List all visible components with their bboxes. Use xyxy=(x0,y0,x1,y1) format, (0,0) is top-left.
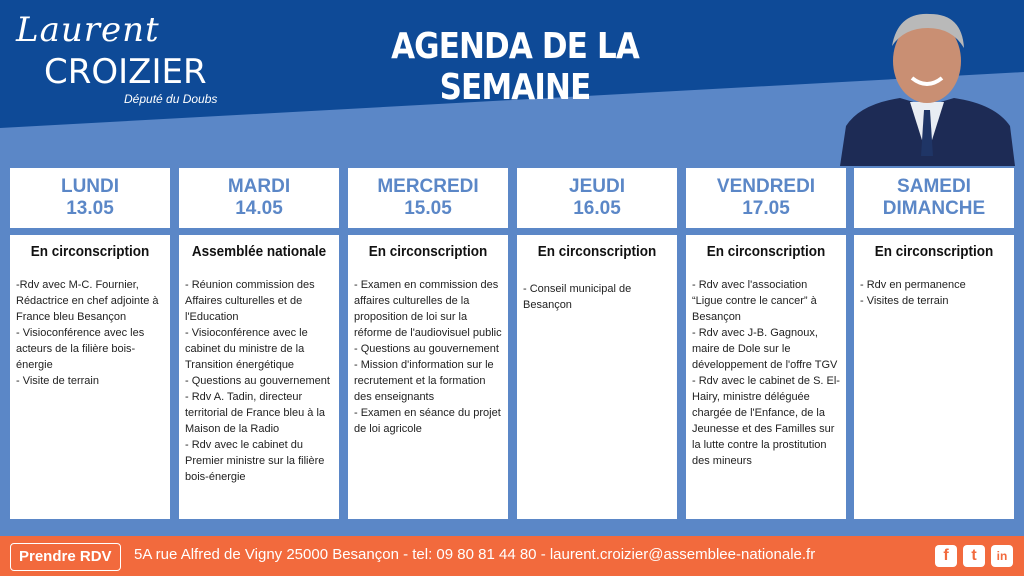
day-name: MARDI xyxy=(227,176,291,197)
day-date: 13.05 xyxy=(66,198,114,219)
day-body xyxy=(686,235,846,519)
list-item: - Rdv avec le cabinet du Premier ministre sur la filière bois-énergie xyxy=(185,439,325,483)
day-location: En circonscription xyxy=(368,243,488,260)
day-column-jeudi xyxy=(517,168,677,311)
day-name: SAMEDI xyxy=(897,176,971,197)
list-item: - Conseil municipal de Besançon xyxy=(523,283,632,311)
footer-bar xyxy=(0,536,1024,576)
day-name: JEUDI xyxy=(569,176,625,197)
contact-info: 5A rue Alfred de Vigny 25000 Besançon - tel: 09 80 81 44 80 - laurent.croizier@assemblee-nationale.fr xyxy=(134,546,816,563)
list-item: - Examen en commission des affaires culturelles de la proposition de loi sur la réforme de l'audiovisuel public xyxy=(354,279,502,339)
day-location: En circonscription xyxy=(30,243,150,260)
day-name: MERCREDI xyxy=(377,176,479,197)
day-location: En circonscription xyxy=(537,243,657,260)
linkedin-icon[interactable]: in xyxy=(991,545,1013,567)
logo-last-name: CROIZIER xyxy=(44,52,207,92)
day-body xyxy=(517,235,677,519)
list-item: - Réunion commission des Affaires culturelles et de l'Education xyxy=(185,279,315,323)
day-items xyxy=(354,277,502,437)
list-item: -Rdv avec M-C. Fournier, Rédactrice en chef adjointe à France bleu Besançon xyxy=(16,279,159,323)
list-item: - Rdv avec le cabinet de S. El-Hairy, ministre déléguée chargée de l'Enfance, de la Jeunesse et des Familles sur la lutte contre la prostitution des mineurs xyxy=(692,375,840,467)
day-column-weekend xyxy=(854,168,1014,307)
list-item: - Questions au gouvernement xyxy=(185,375,330,387)
logo-first-name: Laurent xyxy=(16,10,160,50)
day-items xyxy=(185,277,333,485)
day-column-mardi xyxy=(179,168,339,483)
portrait-photo xyxy=(840,6,1015,166)
day-location: En circonscription xyxy=(706,243,826,260)
day-name: VENDREDI xyxy=(716,176,816,197)
day-name: LUNDI xyxy=(60,176,120,197)
day-location: En circonscription xyxy=(874,243,994,260)
day-items xyxy=(523,281,671,313)
list-item: - Questions au gouvernement xyxy=(354,343,499,355)
day-date: 17.05 xyxy=(742,198,790,219)
twitter-icon[interactable]: t xyxy=(963,545,985,567)
page-title: AGENDA DE LA SEMAINE xyxy=(391,26,639,108)
list-item: - Visites de terrain xyxy=(860,295,949,307)
logo xyxy=(14,8,234,108)
day-date: 15.05 xyxy=(404,198,452,219)
day-column-lundi xyxy=(10,168,170,387)
day-column-mercredi xyxy=(348,168,508,435)
day-header xyxy=(854,168,1014,228)
day-header xyxy=(10,168,170,228)
day-date: 16.05 xyxy=(573,198,621,219)
list-item: - Visite de terrain xyxy=(16,375,99,387)
day-body xyxy=(179,235,339,519)
day-body xyxy=(10,235,170,519)
list-item: - Mission d'information sur le recrutement et la formation des enseignants xyxy=(354,359,494,403)
list-item: - Visioconférence avec le cabinet du ministre de la Transition énergétique xyxy=(185,327,308,371)
day-header xyxy=(686,168,846,228)
list-item: - Visioconférence avec les acteurs de la filière bois-énergie xyxy=(16,327,145,371)
day-body xyxy=(854,235,1014,519)
day-items xyxy=(692,277,840,469)
list-item: - Rdv avec J-B. Gagnoux, maire de Dole sur le développement de l'offre TGV xyxy=(692,327,838,371)
list-item: - Examen en séance du projet de loi agricole xyxy=(354,407,501,435)
day-header xyxy=(517,168,677,228)
day-items xyxy=(16,277,164,389)
day-items xyxy=(860,277,1008,309)
list-item: - Rdv en permanence xyxy=(860,279,966,291)
book-appointment-button[interactable]: Prendre RDV xyxy=(10,543,121,571)
day-date: DIMANCHE xyxy=(882,198,986,219)
day-location: Assemblée nationale xyxy=(191,243,327,260)
day-date: 14.05 xyxy=(235,198,283,219)
day-body xyxy=(348,235,508,519)
list-item: - Rdv A. Tadin, directeur territorial de France bleu à la Maison de la Radio xyxy=(185,391,326,435)
day-header xyxy=(348,168,508,228)
day-header xyxy=(179,168,339,228)
day-column-vendredi xyxy=(686,168,846,467)
list-item: - Rdv avec l'association “Ligue contre le cancer” à Besançon xyxy=(692,279,817,323)
logo-subtitle: Député du Doubs xyxy=(124,92,218,106)
facebook-icon[interactable]: f xyxy=(935,545,957,567)
